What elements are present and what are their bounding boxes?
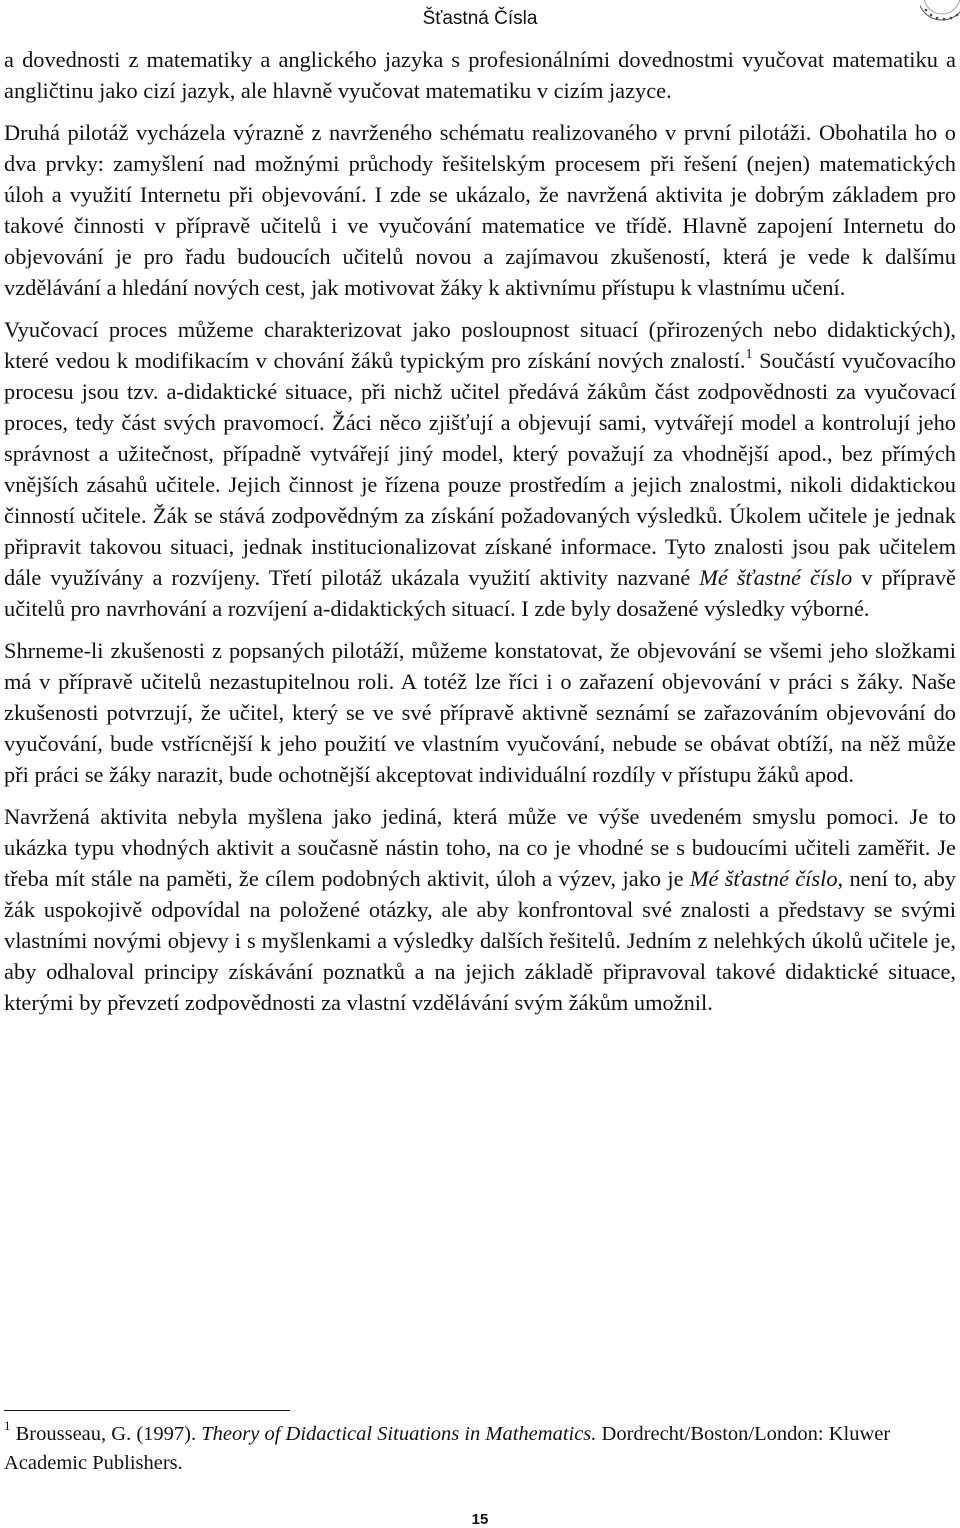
running-header <box>0 8 960 30</box>
footnote-reference: 1 <box>745 346 753 362</box>
main-text <box>4 44 956 1018</box>
activity-name: Mé šťastné číslo <box>699 565 853 590</box>
paragraph <box>4 314 956 624</box>
paragraph-text: v přípravě učitelů pro navrhování a rozvíjení a-didaktických situací. I zde byly dosažené výsledky výborné. <box>4 565 956 621</box>
cost-logo-icon <box>920 0 960 24</box>
footnote-number: 1 <box>4 1418 11 1434</box>
paragraph: a dovednosti z matematiky a anglického jazyka s profesionálními dovednostmi vyučovat matematiku a angličtinu jako cizí jazyk, ale hlavně vyučovat matematiku v cizím jazyce. <box>4 47 956 103</box>
paragraph: Druhá pilotáž vycházela výrazně z navrženého schématu realizovaného v první pilotáži. Obohatila ho o dva prvky: zamyšlení nad možnými průchody řešitelským procesem při řešení (nejen) matematických úloh a využití Internetu při objevování. I zde se ukázalo, že navržená aktivita je dobrým základem pro takové činnosti v přípravě učitelů i ve vyučování matematice ve třídě. Hlavně zapojení Internetu do objevování je pro řadu budoucích učitelů novou a zajímavou zkušeností, která je vede k dalšímu vzdělávání a hledání nových cest, jak motivovat žáky k aktivnímu přístupu k vlastnímu učení. <box>4 120 956 300</box>
paragraph-text: Navržená aktivita nebyla myšlena jako jediná, která může ve výše uvedeném smyslu pomoci. Je to ukázka typu vhodných aktivit a současně nástin toho, na co je vhodné se s budoucími učiteli zaměřit. Je třeba mít stále na paměti, že cílem podobných aktivit, úloh a výzev, jako je <box>4 804 956 891</box>
paragraph-text: , není to, aby žák uspokojivě odpovídal na položené otázky, ale aby konfrontoval své znalosti a představy se svými vlastními novými objevy i s myšlenkami a výsledky dalších řešitelů. Jedním z nelehkých úkolů učitele je, aby odhaloval principy získávání poznatků a na jejich základě připravoval takové didaktické situace, kterými by převzetí zodpovědnosti za vlastní vzdělávání svým žákům umožnil. <box>4 866 956 1015</box>
paragraph-text: Vyučovací proces můžeme charakterizovat jako posloupnost situací (přirozených nebo didaktických), které vedou k modifikacím v chování žáků typickým pro získání nových znalostí. <box>4 317 956 373</box>
footnote-text: Dordrecht/Boston/London: Kluwer Academic Publishers. <box>4 1423 891 1474</box>
footnote-book-title: Theory of Didactical Situations in Mathematics. <box>201 1423 597 1445</box>
header-title: Šťastná Čísla <box>422 8 538 29</box>
activity-name: Mé šťastné číslo <box>689 866 838 891</box>
page-number: 15 <box>471 1511 489 1528</box>
paragraph <box>4 801 956 1018</box>
footnote <box>4 1420 956 1478</box>
paragraph: Shrneme-li zkušenosti z popsaných pilotáží, můžeme konstatovat, že objevování se všemi jeho složkami má v přípravě učitelů nezastupitelnou roli. A totéž lze říci i o zařazení objevování v práci s žáky. Naše zkušenosti potvrzují, že učitel, který se ve své přípravě aktivně seznámí se zařazováním objevování do vyučování, bude vstřícnější k jeho použití ve vlastním vyučování, nebude se obávat obtíží, na něž může při práci se žáky narazit, bude ochotnější akceptovat individuální rozdíly v přístupu žáků apod. <box>4 638 956 787</box>
footnote-divider <box>4 1410 290 1411</box>
paragraph-text: Součástí vyučovacího procesu jsou tzv. a-didaktické situace, při nichž učitel předává žákům část zodpovědnosti za vyučovací proces, tedy část svých pravomocí. Žáci něco zjišťují a objevují sami, vytvářejí model a kontrolují jeho správnost a užitečnost, případně vytvářejí jiný model, který považují za vhodnější apod., bez přímých vnějších zásahů učitele. Jejich činnost je řízena pouze prostředím a jejich znalostmi, nikoli didaktickou činností učitele. Žák se stává zodpovědným za získání požadovaných výsledků. Úkolem učitele je jednak připravit takovou situaci, jednak institucionalizovat získané informace. Tyto znalosti jsou pak učitelem dále využívány a rozvíjeny. Třetí pilotáž ukázala využití aktivity nazvané <box>4 348 956 590</box>
footnote-text: Brousseau, G. (1997). <box>10 1423 202 1445</box>
